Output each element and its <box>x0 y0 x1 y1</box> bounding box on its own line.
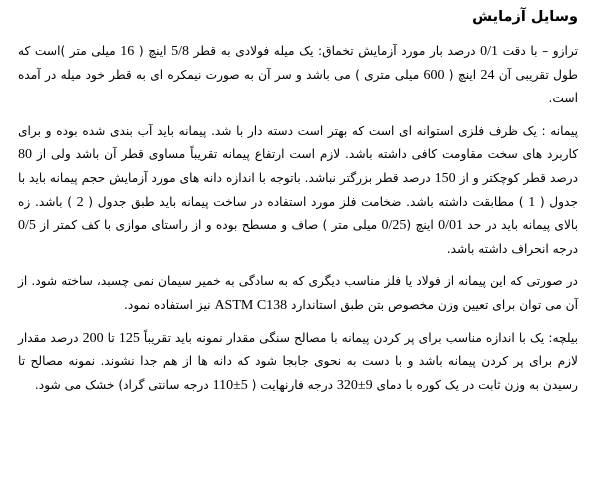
numeric-value: 125 <box>118 330 140 346</box>
paragraph-container <box>18 120 578 262</box>
text-run: ) مطابقت داشته باشد. ضخامت فلز مورد استفاده در ساخت پیمانه باید طبق جدول ( <box>83 194 529 209</box>
numeric-value: ASTM C138 <box>214 297 288 313</box>
text-run: درصد بار مورد آزمایش تخماق: یک میله فولادی به قطر <box>189 44 481 58</box>
numeric-value: 0/25 <box>381 218 407 234</box>
text-run: میلی متری ) می باشد و سر آن به صورت نیمکره ای به قطر خود میله در آمده است. <box>18 67 578 106</box>
numeric-value: 5/8 <box>171 44 189 59</box>
text-run: اینچ ( <box>406 218 439 233</box>
text-run: بیلچه: یک با اندازه مناسب برای پر کردن پیمانه با مصالح سنگی مقدار نمونه باید تقریباً <box>139 330 578 345</box>
document-title: وسایل آزمایش <box>472 9 578 25</box>
numeric-value: 1 <box>528 194 536 210</box>
text-run: درجه سانتی گراد) خشک می شود. <box>34 377 213 392</box>
text-run: اینچ ( <box>444 67 481 82</box>
text-run: درصد قطر بزرگتر نباشد. باتوجه با اندازه دانه های مورد آزمایش حجم پیمانه باید با جدول ( <box>18 170 578 209</box>
text-run: تا <box>103 330 119 345</box>
numeric-value: 0/01 <box>438 218 463 234</box>
paragraph-alternative <box>18 270 578 317</box>
text-run: درجه انحراف داشته باشد. <box>446 241 578 256</box>
text-run: اینچ ( <box>134 44 172 58</box>
numeric-value: 0/5 <box>18 218 36 234</box>
text-run: درجه فارنهایت ( <box>247 377 337 392</box>
text-run: درصد مقدار لازم برای پر کردن پیمانه باشد و با دست به نحوی جابجا شود که دانه ها از هم جدا نشوند. نمونه مصالح تا رسیدن به وزن ثابت در یک کوره با دمای <box>18 330 578 392</box>
numeric-value: 200 <box>82 330 104 346</box>
numeric-value: 150 <box>434 170 456 186</box>
text-run: میلی متر ) صاف و مسطح بوده و از راستای موازی با کف کمتر از <box>35 218 382 233</box>
numeric-value: 320±9 <box>336 377 373 393</box>
text-run: در صورتی که این پیمانه از فولاد یا فلز مناسب دیگری که به سادگی به خمیر سیمان نمی چسبد، ساخته شود. از آن می توان برای تعیین وزن مخصوص بتن طبق استاندارد <box>18 274 578 312</box>
numeric-value: 16 <box>120 44 135 59</box>
text-run: پیمانه : یک ظرف فلزی استوانه ای است که بهتر است دسته دار با شد. پیمانه باید آب بندی شده بوده و برای کاربرد های سخت مقاومت کافی داشته باشد. لازم است ارتفاع پیمانه تقریباً مساوی قطر آن باشد ولی از <box>18 123 578 162</box>
numeric-value: 2 <box>76 194 84 210</box>
document-body <box>18 40 578 397</box>
paragraph-scale <box>18 40 578 111</box>
text-run: ترازو – با دقت <box>498 44 579 58</box>
text-run: درصد قطر کوچکتر و از <box>455 170 578 185</box>
text-run: نیز استفاده نمود. <box>124 297 215 312</box>
text-run: ) باشد. زه بالای پیمانه باید در حد <box>18 194 579 233</box>
numeric-value: 24 <box>480 67 495 83</box>
paragraph-shovel <box>18 327 578 398</box>
text-run: میلی متر )است که طول تقریبی آن <box>18 44 578 82</box>
numeric-value: 110±5 <box>212 377 248 393</box>
numeric-value: 600 <box>423 67 445 83</box>
numeric-value: 80 <box>18 147 32 163</box>
numeric-value: 0/1 <box>480 44 499 59</box>
